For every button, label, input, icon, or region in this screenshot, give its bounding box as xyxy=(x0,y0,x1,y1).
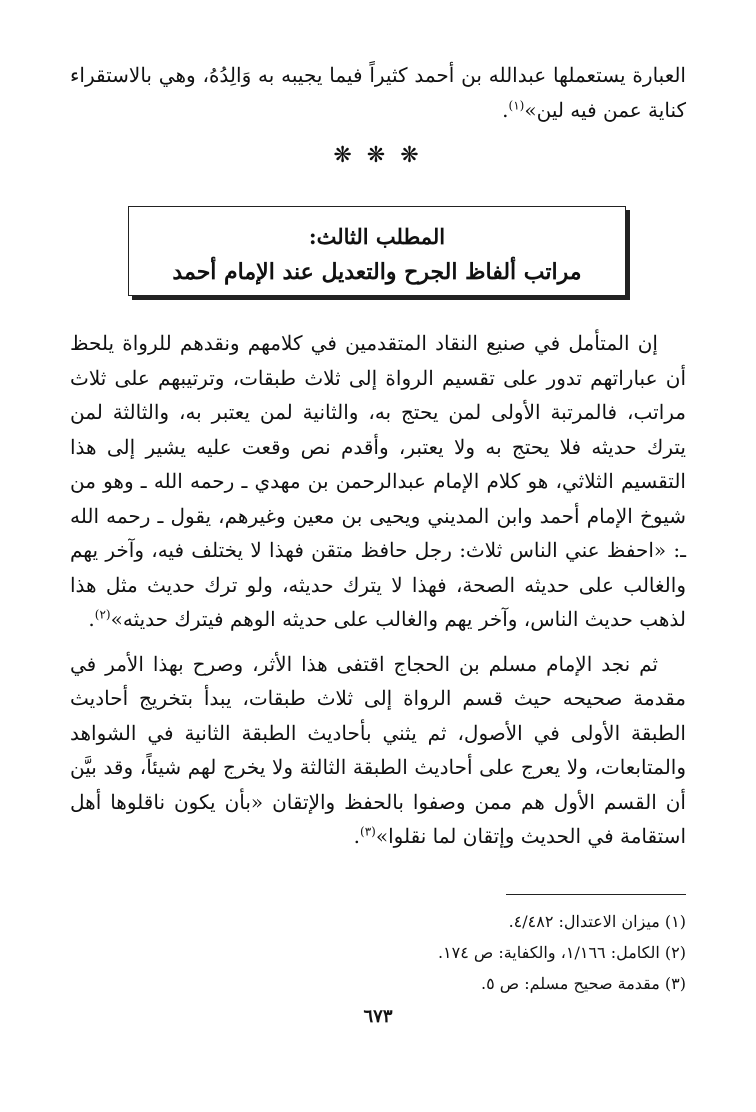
section-title-line1: المطلب الثالث: xyxy=(308,224,446,249)
footnote-ref-1: (١) xyxy=(508,97,525,112)
footnote-divider xyxy=(506,894,686,895)
footnotes xyxy=(70,906,686,999)
top-paragraph-text: العبارة يستعملها عبدالله بن أحمد كثيراً فيما يجيبه به وَالِدُهُ، وهي بالاستقراء كناية عمن فيه لين» xyxy=(70,63,686,122)
page-number: ٦٧٣ xyxy=(363,1006,393,1027)
page xyxy=(70,58,687,1027)
paragraph-1 xyxy=(70,326,686,637)
paragraph-2-text: ثم نجد الإمام مسلم بن الحجاج اقتفى هذا الأثر، وصرح بهذا الأمر في مقدمة صحيحه حيث قسم الرواة إلى ثلاث طبقات، يبدأ بتخريج أحاديث الطبقة الأولى في الأصول، ثم يثني بأحاديث الطبقة الثانية في الشواهد والمتابعات، ولا يعرج على أحاديث الطبقة الثالثة ولا يخرج لهم شيئاً، وقد بيَّن أن القسم الأول هم ممن وصفوا بالحفظ والإتقان «بأن يكون ناقلوها أهل استقامة في الحديث وإتقان لما نقلوا» xyxy=(70,651,686,848)
footnote-3: (٣) مقدمة صحيح مسلم: ص ٥. xyxy=(480,974,686,993)
paragraph-1-text: إن المتأمل في صنيع النقاد المتقدمين في كلامهم ونقدهم للرواة يلحظ أن عباراتهم تدور على تقسيم الرواة إلى ثلاث طبقات، وترتيبهم على ثلاث مراتب، فالمرتبة الأولى لمن يحتج به، والثانية لمن يعتبر به، والثالثة لمن يترك حديثه فلا يحتج به ولا يعتبر، وأقدم نص وقعت عليه يشير إلى هذا التقسيم الثلاثي، هو كلام الإمام عبدالرحمن بن مهدي ـ رحمه الله ـ وهو من شيوخ الإمام أحمد وابن المديني ويحيى بن معين وغيرهم، يقول ـ رحمه الله ـ: «احفظ عني الناس ثلاث: رجل حافظ متقن فهذا لا يختلف فيه، وآخر يهم والغالب على حديثه الصحة، فهذا لا يترك حديثه، ولو ترك حديث مثل هذا لذهب حديث الناس، وآخر يهم والغالب على حديثه الوهم فيترك حديثه» xyxy=(70,331,687,631)
top-paragraph xyxy=(70,58,686,127)
footnote-2: (٢) الكامل: ١/١٦٦، والكفاية: ص ١٧٤. xyxy=(437,943,686,962)
footnote-1: (١) ميزان الاعتدال: ٤/٤٨٢. xyxy=(508,912,686,931)
section-title-box xyxy=(128,206,626,296)
section-separator: ❋ ❋ ❋ xyxy=(333,143,423,168)
footnote-ref-2: (٢) xyxy=(94,607,111,622)
paragraph-2-end: . xyxy=(353,824,361,848)
top-paragraph-end: . xyxy=(502,97,509,122)
section-title-line2: مراتب ألفاظ الجرح والتعديل عند الإمام أحمد xyxy=(172,259,582,285)
body-text xyxy=(70,326,686,854)
footnote-ref-3: (٣) xyxy=(360,824,376,839)
paragraph-1-end: . xyxy=(88,607,95,631)
paragraph-2 xyxy=(70,647,686,854)
